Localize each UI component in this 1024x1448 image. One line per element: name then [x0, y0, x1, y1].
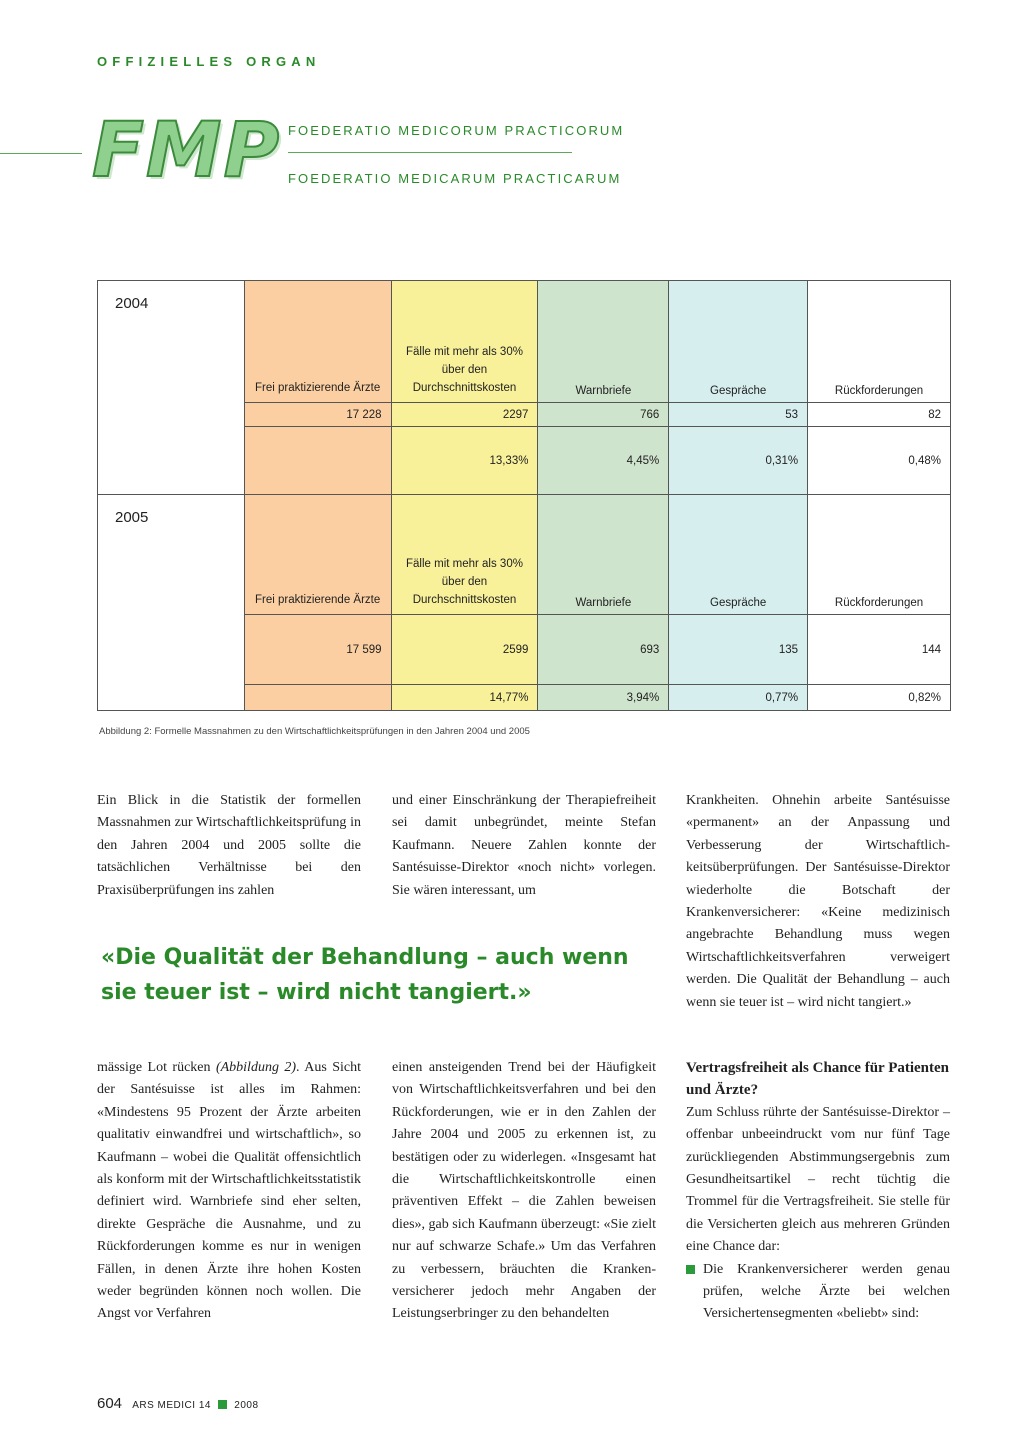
- percent-cell: 0,31%: [669, 427, 808, 495]
- journal-name: ARS MEDICI 14: [132, 1400, 211, 1411]
- header-cell: Warnbriefe: [538, 281, 669, 403]
- bullet-square-icon: [686, 1265, 695, 1274]
- page-number: 604: [97, 1395, 123, 1412]
- year-label-2005: 2005: [98, 495, 245, 711]
- page-footer: [97, 1395, 259, 1412]
- paragraph: und einer Einschränkung der Therapiefreiheit sei damit unbegründet, meinte Stefan Kaufmann. Neuere Zahlen konnte der Santésuisse-Direktor «noch nicht» vorlegen. Sie wären interessant, um: [392, 793, 656, 898]
- text-run: mässige Lot rücken: [97, 1060, 216, 1075]
- header-cell: Gespräche: [669, 281, 808, 403]
- value-cell: 2297: [391, 403, 538, 427]
- figure-caption: Abbildung 2: Formelle Massnahmen zu den Wirtschaftlichkeitsprüfungen in den Jahren 2004 und 2005: [99, 726, 530, 737]
- header-cell: Fälle mit mehr als 30% über den Durchschnittskosten: [391, 495, 538, 615]
- value-cell: 17 228: [244, 403, 391, 427]
- column-2-top: [392, 790, 656, 902]
- bullet-item: [686, 1259, 950, 1326]
- percent-cell: 14,77%: [391, 685, 538, 711]
- column-3-bottom: [686, 1057, 950, 1326]
- header-cell: Fälle mit mehr als 30% über den Durchschnittskosten: [391, 281, 538, 403]
- section-subheading: Vertragsfreiheit als Chance für Patienten und Ärzte?: [686, 1060, 950, 1099]
- value-cell: 2599: [391, 615, 538, 685]
- percent-cell: 13,33%: [391, 427, 538, 495]
- header-cell: Gespräche: [669, 495, 808, 615]
- value-cell: 135: [669, 615, 808, 685]
- logo-divider: [288, 152, 572, 153]
- column-2-bottom: [392, 1057, 656, 1326]
- header-cell: Rückforderungen: [808, 281, 951, 403]
- bullet-text: Die Krankenversicherer werden genau prüfen, welche Ärzte bei welchen Versichertensegmenten «beliebt» sind:: [703, 1261, 950, 1322]
- percent-cell: 4,45%: [538, 427, 669, 495]
- paragraph: [97, 1057, 361, 1326]
- footer-square-icon: [218, 1400, 227, 1409]
- column-3-top: [686, 790, 950, 1014]
- table-header-row-2004: [98, 281, 951, 403]
- text-run: . Aus Sicht der Santésuisse ist alles im Rahmen: «Mindestens 95 Prozent der Ärzte arbeiten qualitativ einwandfrei und wirtschaftlich», so Kaufmann – wobei die Qualität offensichtlich als konform mit der Wirtschaftlichkeitsstatistik definiert wird. Warnbriefe sind eher selten, direkte Gespräche die Ausnahme, und zu Rückforderungen komme es nur in wenigen Fällen, in denen Ärzte ihre hohen Kosten weder begründen können noch wollen. Die Angst vor Verfahren: [97, 1060, 361, 1322]
- percent-cell: 0,77%: [669, 685, 808, 711]
- table-header-row-2005: [98, 495, 951, 615]
- paragraph: Ein Blick in die Statistik der formellen Massnahmen zur Wirtschaftlichkeitsprüfung in den Jahren 2004 und 2005 sollte die tatsächlichen Verhältnisse bei den Praxisüberprüfungen ins zahlen: [97, 793, 361, 898]
- fmp-logo: FMP: [92, 105, 282, 194]
- paragraph: einen ansteigenden Trend bei der Häufigkeit von Wirtschaftlichkeitsverfahren und bei den Rückforderungen, wie er in den Zahlen der Jahre 2004 und 2005 zu erkennen ist, zu bestätigen oder zu widerlegen. «Insgesamt hat die Wirtschaftlichkeitskontrolle einen präventiven Effekt – die Zahlen beweisen dies», gab sich Kaufmann überzeugt: «Sie zielt nur auf schwarze Schafe.» Um das Verfahren zu verbessern, bräuchten die Krankenversicherer jedoch mehr Angaben der Leistungserbringer zu den behandelten: [392, 1060, 656, 1322]
- column-1-bottom: [97, 1057, 361, 1326]
- value-cell: 144: [808, 615, 951, 685]
- percent-cell: [244, 685, 391, 711]
- header-cell: Rückforderungen: [808, 495, 951, 615]
- paragraph: Krankheiten. Ohnehin arbeite Santésuisse «permanent» an der Anpassung und Verbesserung der Wirtschaftlichkeitsüberprüfungen. Der Santésuisse-Direktor wiederholte die Botschaft der Krankenversicherer: «Keine medizinisch angebrachte Behandlung muss wegen Wirtschaftlichkeitsverfahren verweigert werden. Die Qualität der Behandlung – auch wenn sie teuer ist – wird nicht tangiert.»: [686, 793, 950, 1010]
- value-cell: 82: [808, 403, 951, 427]
- value-cell: 766: [538, 403, 669, 427]
- header-cell: Frei praktizierende Ärzte: [244, 495, 391, 615]
- paragraph: Zum Schluss rührte der Santésuisse-Direktor – offenbar unbeeindruckt vom nur fünf Tage zurückliegenden Abstimmungsergebnis zum Gesundheitsartikel – recht tüchtig die Trommel für die Vertragsfreiheit. Sie stelle für die Versicherten gleich aus mehreren Gründen eine Chance dar:: [686, 1104, 950, 1255]
- figure-reference: (Abbildung 2): [215, 1060, 297, 1075]
- percent-cell: 0,82%: [808, 685, 951, 711]
- journal-year: 2008: [234, 1400, 259, 1411]
- logo-left-rule: [0, 153, 82, 154]
- organ-label: OFFIZIELLES ORGAN: [97, 54, 321, 69]
- pull-quote: «Die Qualität der Behandlung – auch wenn sie teuer ist – wird nicht tangiert.»: [101, 945, 629, 1005]
- percent-cell: 0,48%: [808, 427, 951, 495]
- foederatio-line-2: FOEDERATIO MEDICARUM PRACTICARUM: [288, 171, 622, 186]
- percent-cell: 3,94%: [538, 685, 669, 711]
- value-cell: 17 599: [244, 615, 391, 685]
- column-1-top: [97, 790, 361, 902]
- header-cell: Frei praktizierende Ärzte: [244, 281, 391, 403]
- percent-cell: [244, 427, 391, 495]
- foederatio-line-1: FOEDERATIO MEDICORUM PRACTICORUM: [288, 123, 625, 138]
- year-label-2004: 2004: [98, 281, 245, 495]
- value-cell: 693: [538, 615, 669, 685]
- statistics-table: [97, 280, 951, 711]
- value-cell: 53: [669, 403, 808, 427]
- header-cell: Warnbriefe: [538, 495, 669, 615]
